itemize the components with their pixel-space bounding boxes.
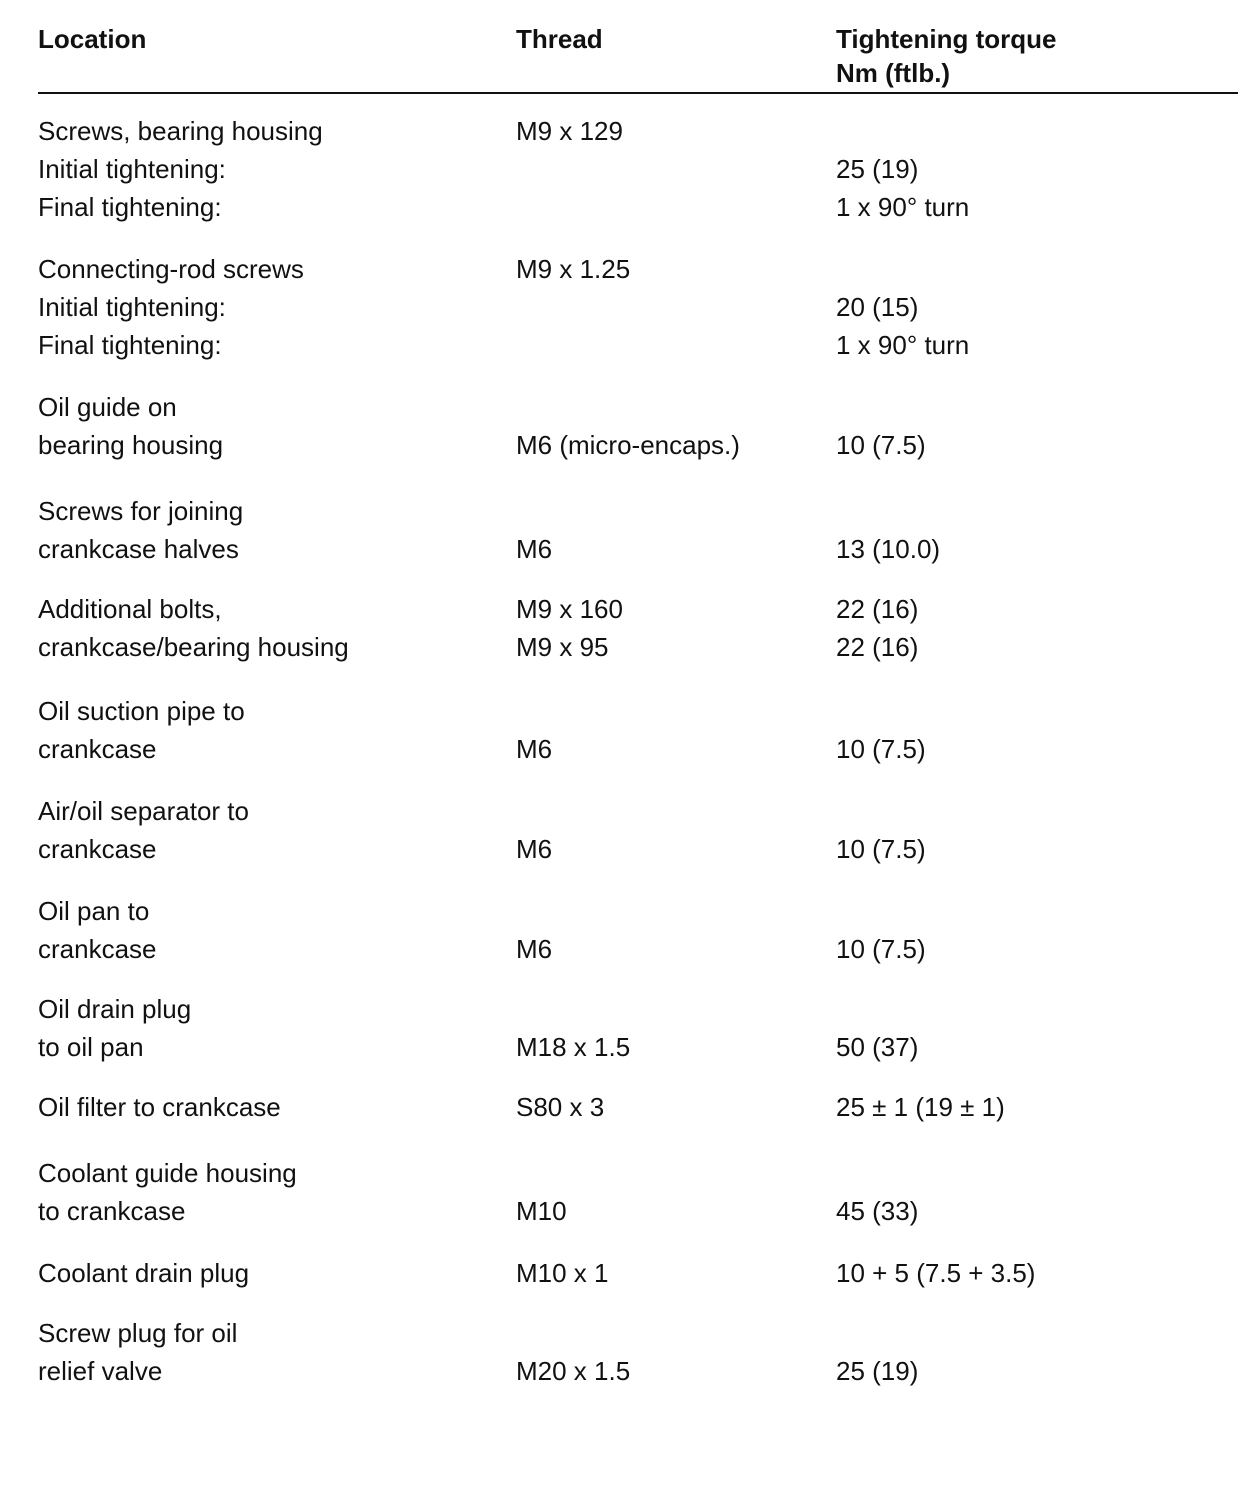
thread-cell — [516, 1088, 604, 1126]
header-rule — [38, 92, 1238, 94]
location-cell — [38, 590, 349, 666]
thread-line: M6 — [516, 734, 553, 764]
torque-line: 45 (33) — [836, 1196, 919, 1226]
torque-cell — [836, 792, 926, 868]
location-line: crankcase — [38, 934, 157, 964]
torque-line: 13 (10.0) — [836, 534, 941, 564]
location-line: crankcase — [38, 834, 157, 864]
header-location: Location — [38, 24, 147, 54]
thread-line — [516, 150, 623, 188]
header-thread: Thread — [516, 24, 603, 54]
location-cell — [38, 388, 223, 464]
thread-line: M9 x 160 — [516, 594, 623, 624]
torque-cell — [836, 892, 926, 968]
thread-line — [516, 188, 623, 226]
torque-line: 10 (7.5) — [836, 734, 926, 764]
torque-line — [836, 388, 926, 426]
thread-line: M20 x 1.5 — [516, 1356, 631, 1386]
torque-line — [836, 692, 926, 730]
thread-cell — [516, 250, 630, 364]
thread-cell — [516, 1154, 567, 1230]
torque-line — [836, 1154, 918, 1192]
thread-line — [516, 990, 630, 1028]
location-line: Screw plug for oil — [38, 1318, 238, 1348]
location-line: Coolant drain plug — [38, 1258, 250, 1288]
torque-line — [836, 990, 918, 1028]
location-line: bearing housing — [38, 430, 224, 460]
location-line: crankcase — [38, 734, 157, 764]
location-cell — [38, 1254, 249, 1292]
location-line: Oil suction pipe to — [38, 696, 245, 726]
location-cell — [38, 990, 191, 1066]
thread-line — [516, 388, 740, 426]
thread-line: M10 — [516, 1196, 567, 1226]
thread-cell — [516, 492, 552, 568]
torque-cell — [836, 1154, 918, 1230]
location-cell — [38, 692, 245, 768]
torque-line: 1 x 90° turn — [836, 330, 970, 360]
location-line: Final tightening: — [38, 330, 222, 360]
thread-line: M9 x 129 — [516, 116, 623, 146]
location-line: Initial tightening: — [38, 292, 226, 322]
thread-cell — [516, 590, 623, 666]
location-cell — [38, 1088, 281, 1126]
thread-line: M6 — [516, 934, 553, 964]
header-torque — [836, 22, 1057, 90]
location-cell — [38, 892, 157, 968]
torque-cell — [836, 590, 918, 666]
torque-cell — [836, 1254, 1035, 1292]
thread-line — [516, 1314, 630, 1352]
thread-line — [516, 492, 552, 530]
thread-line: M6 — [516, 834, 553, 864]
torque-line — [836, 1314, 918, 1352]
torque-line: 1 x 90° turn — [836, 192, 970, 222]
location-cell — [38, 792, 249, 868]
thread-line: M18 x 1.5 — [516, 1032, 631, 1062]
location-cell — [38, 1314, 237, 1390]
thread-line — [516, 792, 552, 830]
torque-line: 25 (19) — [836, 1356, 919, 1386]
thread-cell — [516, 388, 740, 464]
torque-line: 10 + 5 (7.5 + 3.5) — [836, 1258, 1036, 1288]
location-line: Connecting-rod screws — [38, 254, 304, 284]
torque-cell — [836, 692, 926, 768]
thread-cell — [516, 112, 623, 226]
thread-line: M10 x 1 — [516, 1258, 609, 1288]
torque-cell — [836, 990, 918, 1066]
location-line: to oil pan — [38, 1032, 144, 1062]
torque-line: 10 (7.5) — [836, 430, 926, 460]
location-line: Coolant guide housing — [38, 1158, 297, 1188]
location-line: Oil filter to crankcase — [38, 1092, 281, 1122]
torque-line: 10 (7.5) — [836, 934, 926, 964]
location-cell — [38, 250, 304, 364]
torque-cell — [836, 112, 969, 226]
torque-line — [836, 792, 926, 830]
thread-line — [516, 692, 552, 730]
torque-line — [836, 250, 969, 288]
thread-line: M6 (micro-encaps.) — [516, 430, 740, 460]
torque-line: 20 (15) — [836, 292, 919, 322]
torque-cell — [836, 250, 969, 364]
torque-line: 50 (37) — [836, 1032, 919, 1062]
thread-line: M9 x 1.25 — [516, 254, 631, 284]
thread-line: S80 x 3 — [516, 1092, 605, 1122]
location-cell — [38, 1154, 297, 1230]
location-cell — [38, 492, 243, 568]
location-line: Oil guide on — [38, 392, 177, 422]
thread-line — [516, 288, 630, 326]
location-line: Oil pan to — [38, 896, 150, 926]
thread-cell — [516, 692, 552, 768]
thread-line — [516, 326, 630, 364]
location-line: Final tightening: — [38, 192, 222, 222]
location-line: crankcase halves — [38, 534, 239, 564]
torque-cell — [836, 492, 940, 568]
location-line: relief valve — [38, 1356, 163, 1386]
thread-line: M9 x 95 — [516, 632, 609, 662]
thread-line: M6 — [516, 534, 553, 564]
location-line: crankcase/bearing housing — [38, 632, 349, 662]
torque-line — [836, 492, 940, 530]
thread-cell — [516, 892, 552, 968]
location-line: Screws, bearing housing — [38, 116, 323, 146]
torque-line — [836, 112, 969, 150]
location-line: Oil drain plug — [38, 994, 192, 1024]
thread-line — [516, 1154, 567, 1192]
torque-cell — [836, 1314, 918, 1390]
thread-cell — [516, 990, 630, 1066]
location-cell — [38, 112, 323, 226]
torque-line: 22 (16) — [836, 594, 919, 624]
thread-cell — [516, 1314, 630, 1390]
torque-line: 22 (16) — [836, 632, 919, 662]
thread-cell — [516, 792, 552, 868]
torque-line: 25 (19) — [836, 154, 919, 184]
thread-cell — [516, 1254, 609, 1292]
header-torque-line1: Tightening torque — [836, 24, 1057, 54]
location-line: Additional bolts, — [38, 594, 222, 624]
location-line: Screws for joining — [38, 496, 244, 526]
torque-line: 25 ± 1 (19 ± 1) — [836, 1092, 1005, 1122]
thread-line — [516, 892, 552, 930]
location-line: Initial tightening: — [38, 154, 226, 184]
torque-line: 10 (7.5) — [836, 834, 926, 864]
header-torque-line2: Nm (ftlb.) — [836, 58, 951, 88]
torque-cell — [836, 1088, 1005, 1126]
location-line: to crankcase — [38, 1196, 186, 1226]
location-line: Air/oil separator to — [38, 796, 249, 826]
torque-cell — [836, 388, 926, 464]
torque-line — [836, 892, 926, 930]
